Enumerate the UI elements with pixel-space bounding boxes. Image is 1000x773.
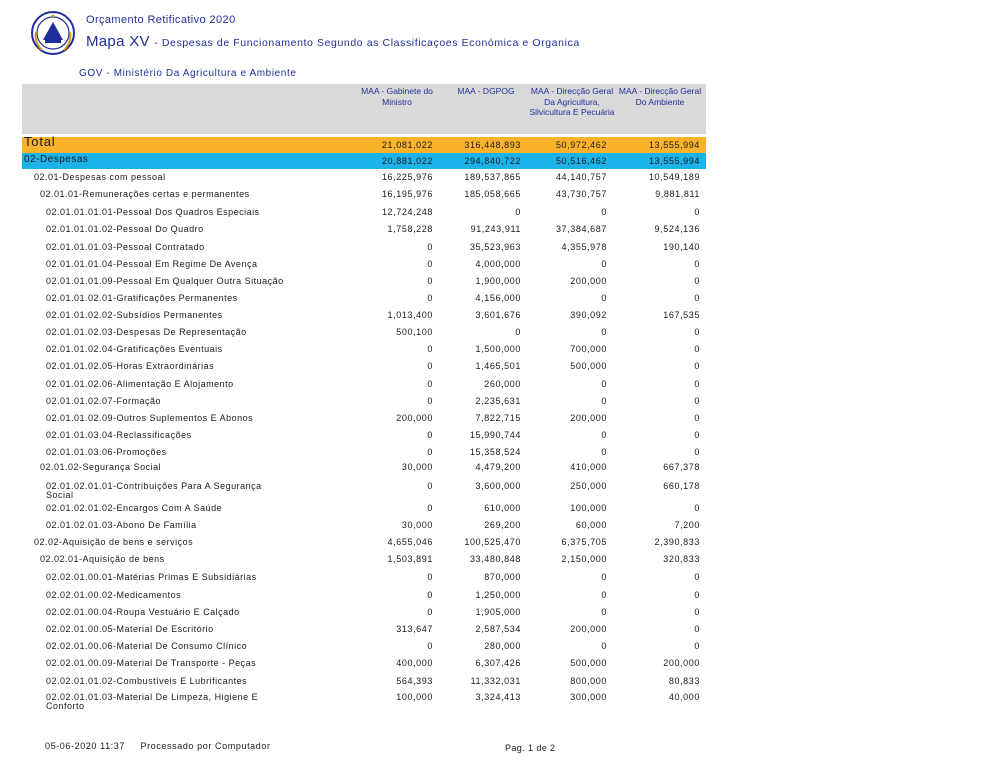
table-row [22, 673, 706, 691]
cell-value: 316,448,893 [464, 140, 521, 150]
cell-value: 0 [427, 379, 433, 389]
cell-value: 294,840,722 [464, 156, 521, 166]
table-row [22, 689, 706, 711]
cell-value: 1,500,000 [475, 344, 521, 354]
cell-value: 1,013,400 [387, 310, 433, 320]
cell-value: 0 [694, 293, 700, 303]
table-row [22, 551, 706, 569]
table-row [22, 290, 706, 308]
cell-value: 313,647 [396, 624, 433, 634]
cell-value: 0 [427, 481, 433, 491]
cell-value: 40,000 [668, 692, 700, 702]
row-label: 02.01.01.02.09-Outros Suplementos E Abonos [46, 413, 254, 423]
row-label: 02.02.01.00.02-Medicamentos [46, 590, 182, 600]
table-row [22, 459, 706, 477]
cell-value: 0 [427, 242, 433, 252]
cell-value: 2,235,631 [475, 396, 521, 406]
table-row [22, 534, 706, 552]
row-label: 02.02.01.01.03-Material De Limpeza, Higiene E [46, 692, 259, 702]
cell-value: 30,000 [401, 462, 433, 472]
row-label: 02.01.01.02.03-Despesas De Representação [46, 327, 247, 337]
table-row [22, 517, 706, 535]
table-row [22, 427, 706, 445]
footer-timestamp: 05-06-2020 11:37 [45, 741, 125, 751]
column-header-dgpog: MAA - DGPOG [457, 86, 515, 96]
cell-value: 20,881,022 [381, 156, 433, 166]
table-row [22, 169, 706, 187]
cell-value: 0 [694, 641, 700, 651]
cell-value: 390,092 [570, 310, 607, 320]
cell-value: 1,503,891 [387, 554, 433, 564]
map-title [86, 33, 580, 51]
cell-value: 200,000 [396, 413, 433, 423]
cell-value: 320,833 [663, 554, 700, 564]
cell-value: 610,000 [484, 503, 521, 513]
cell-value: 4,479,200 [475, 462, 521, 472]
cell-value: 6,307,426 [475, 658, 521, 668]
cell-value: 91,243,911 [470, 224, 521, 234]
cell-value: 0 [694, 379, 700, 389]
cell-value: 167,535 [663, 310, 700, 320]
cell-value: 3,601,676 [475, 310, 521, 320]
table-row [22, 204, 706, 222]
table-row [22, 410, 706, 428]
cell-value: 0 [601, 259, 607, 269]
row-label-continued: Social [46, 490, 74, 500]
cell-value: 50,516,462 [555, 156, 607, 166]
cell-value: 50,972,462 [555, 140, 607, 150]
cell-value: 2,150,000 [561, 554, 607, 564]
row-label: 02.01.01.01.03-Pessoal Contratado [46, 242, 205, 252]
cell-value: 1,905,000 [475, 607, 521, 617]
cell-value: 35,523,963 [469, 242, 521, 252]
cell-value: 0 [427, 396, 433, 406]
cell-value: 100,000 [396, 692, 433, 702]
table-row [22, 307, 706, 325]
cell-value: 0 [694, 276, 700, 286]
row-label: 02.01-Despesas com pessoal [34, 172, 166, 182]
cell-value: 0 [427, 572, 433, 582]
table-row [22, 569, 706, 587]
row-label: 02.01.01.02.01-Gratificações Permanentes [46, 293, 238, 303]
cell-value: 3,600,000 [475, 481, 521, 491]
row-label: 02.02.01.00.04-Roupa Vestuário E Calçado [46, 607, 240, 617]
cell-value: 0 [515, 207, 521, 217]
table-row [22, 604, 706, 622]
cell-value: 0 [427, 344, 433, 354]
cell-value: 0 [694, 572, 700, 582]
cell-value: 0 [694, 503, 700, 513]
cell-value: 0 [694, 430, 700, 440]
row-label: 02.01.01.03.04-Reclassificações [46, 430, 192, 440]
cell-value: 1,250,000 [475, 590, 521, 600]
footer-info [45, 741, 271, 751]
budget-title: Orçamento Retificativo 2020 [86, 14, 236, 26]
cell-value: 500,000 [570, 361, 607, 371]
cell-value: 1,758,228 [387, 224, 433, 234]
row-label: 02.01.01.02.06-Alimentação E Alojamento [46, 379, 234, 389]
cell-value: 0 [694, 327, 700, 337]
cell-value: 0 [427, 276, 433, 286]
cell-value: 269,200 [484, 520, 521, 530]
map-description: - Despesas de Funcionamento Segundo as Classificaçoes Económica e Organica [154, 37, 580, 49]
cell-value: 250,000 [570, 481, 607, 491]
cell-value: 0 [601, 447, 607, 457]
cell-value: 0 [694, 207, 700, 217]
row-label: 02.02.01.00.05-Material De Escritório [46, 624, 214, 634]
cell-value: 100,525,470 [464, 537, 521, 547]
cell-value: 3,324,413 [475, 692, 521, 702]
row-label: 02.02.01.00.06-Material De Consumo Clínico [46, 641, 248, 651]
cell-value: 9,524,136 [654, 224, 700, 234]
table-row [22, 186, 706, 204]
row-label: 02.01.02.01.03-Abono De Família [46, 520, 197, 530]
cell-value: 200,000 [570, 624, 607, 634]
table-row [22, 478, 706, 500]
row-label-continued: Conforto [46, 701, 85, 711]
cell-value: 660,178 [663, 481, 700, 491]
cell-value: 870,000 [484, 572, 521, 582]
table-row [22, 376, 706, 394]
cell-value: 11,332,031 [470, 676, 521, 686]
cell-value: 260,000 [484, 379, 521, 389]
row-label: 02.02.01-Aquisição de bens [40, 554, 165, 564]
cell-value: 4,156,000 [475, 293, 521, 303]
cell-value: 280,000 [484, 641, 521, 651]
cell-value: 4,655,046 [387, 537, 433, 547]
row-label: 02.01.02.01.02-Encargos Com A Saúde [46, 503, 223, 513]
cell-value: 500,000 [570, 658, 607, 668]
cell-value: 0 [601, 379, 607, 389]
row-label: Total [24, 134, 56, 149]
cell-value: 37,384,687 [555, 224, 607, 234]
cell-value: 800,000 [570, 676, 607, 686]
row-label: 02.01.02-Segurança Social [40, 462, 162, 472]
row-label: 02.01.01.02.05-Horas Extraordinárias [46, 361, 215, 371]
cell-value: 0 [427, 430, 433, 440]
cell-value: 80,833 [668, 676, 700, 686]
cell-value: 400,000 [396, 658, 433, 668]
table-row [22, 153, 706, 169]
cell-value: 60,000 [575, 520, 607, 530]
cell-value: 7,200 [674, 520, 700, 530]
cell-value: 0 [427, 503, 433, 513]
cell-value: 2,587,534 [475, 624, 521, 634]
row-label: 02.01.02.01.01-Contribuições Para A Segurança [46, 481, 262, 491]
cell-value: 2,390,833 [654, 537, 700, 547]
table-row [22, 134, 706, 153]
table-row [22, 638, 706, 656]
cell-value: 500,100 [396, 327, 433, 337]
cell-value: 564,393 [396, 676, 433, 686]
row-label: 02.01.01.02.02-Subsídios Permanentes [46, 310, 223, 320]
cell-value: 15,358,524 [469, 447, 521, 457]
coat-of-arms-logo [30, 10, 76, 56]
cell-value: 30,000 [401, 520, 433, 530]
cell-value: 1,465,501 [475, 361, 521, 371]
row-label: 02-Despesas [24, 154, 89, 165]
cell-value: 13,555,994 [648, 156, 700, 166]
cell-value: 0 [427, 447, 433, 457]
table-row [22, 239, 706, 257]
cell-value: 16,225,976 [381, 172, 433, 182]
row-label: 02.01.01.01.01-Pessoal Dos Quadros Especiais [46, 207, 260, 217]
cell-value: 200,000 [663, 658, 700, 668]
row-label: 02.01.01.02.04-Gratificações Eventuais [46, 344, 223, 354]
row-label: 02.02.01.00.01-Matérias Primas E Subsidiárias [46, 572, 257, 582]
cell-value: 0 [427, 259, 433, 269]
row-label: 02.02.01.01.02-Combustíveis E Lubrificantes [46, 676, 248, 686]
cell-value: 0 [694, 413, 700, 423]
cell-value: 0 [694, 447, 700, 457]
cell-value: 410,000 [570, 462, 607, 472]
ministry-name: GOV - Ministério Da Agricultura e Ambiente [79, 68, 297, 79]
cell-value: 13,555,994 [648, 140, 700, 150]
row-label: 02.01.01.02.07-Formação [46, 396, 162, 406]
cell-value: 0 [694, 259, 700, 269]
cell-value: 4,000,000 [475, 259, 521, 269]
table-row [22, 221, 706, 239]
cell-value: 9,881,811 [655, 189, 700, 199]
cell-value: 6,375,705 [561, 537, 607, 547]
cell-value: 0 [601, 641, 607, 651]
cell-value: 33,480,848 [469, 554, 521, 564]
footer-processed: Processado por Computador [140, 741, 271, 751]
cell-value: 15,990,744 [469, 430, 521, 440]
row-label: 02.02.01.00.09-Material De Transporte - Peças [46, 658, 257, 668]
cell-value: 190,140 [663, 242, 700, 252]
cell-value: 0 [694, 607, 700, 617]
cell-value: 0 [515, 327, 521, 337]
cell-value: 0 [601, 572, 607, 582]
cell-value: 16,195,976 [381, 189, 433, 199]
cell-value: 0 [427, 607, 433, 617]
cell-value: 667,378 [663, 462, 700, 472]
row-label: 02.02-Aquisição de bens e serviços [34, 537, 194, 547]
table-row [22, 358, 706, 376]
cell-value: 1,900,000 [475, 276, 521, 286]
cell-value: 4,355,978 [561, 242, 607, 252]
row-label: 02.01.01.03.06-Promoções [46, 447, 167, 457]
cell-value: 0 [694, 344, 700, 354]
cell-value: 0 [694, 590, 700, 600]
cell-value: 100,000 [570, 503, 607, 513]
table-row [22, 621, 706, 639]
cell-value: 189,537,865 [464, 172, 521, 182]
table-row [22, 500, 706, 518]
cell-value: 0 [694, 396, 700, 406]
row-label: 02.01.01.01.09-Pessoal Em Qualquer Outra Situação [46, 276, 284, 286]
cell-value: 700,000 [570, 344, 607, 354]
cell-value: 185,058,665 [464, 189, 521, 199]
table-row [22, 256, 706, 274]
cell-value: 0 [601, 396, 607, 406]
cell-value: 0 [601, 293, 607, 303]
row-label: 02.01.01.01.02-Pessoal Do Quadro [46, 224, 204, 234]
cell-value: 0 [427, 293, 433, 303]
cell-value: 0 [427, 590, 433, 600]
cell-value: 200,000 [570, 276, 607, 286]
cell-value: 43,730,757 [555, 189, 607, 199]
column-header-gabinete: MAA - Gabinete do Ministro [361, 86, 433, 107]
row-label: 02.01.01.01.04-Pessoal Em Regime De Avença [46, 259, 258, 269]
cell-value: 0 [427, 361, 433, 371]
table-row [22, 587, 706, 605]
cell-value: 0 [694, 361, 700, 371]
cell-value: 0 [601, 590, 607, 600]
cell-value: 44,140,757 [555, 172, 607, 182]
cell-value: 0 [601, 430, 607, 440]
cell-value: 12,724,248 [381, 207, 433, 217]
table-row [22, 393, 706, 411]
page-number: Pag. 1 de 2 [505, 743, 556, 753]
cell-value: 0 [427, 641, 433, 651]
cell-value: 0 [601, 607, 607, 617]
cell-value: 10,549,189 [648, 172, 700, 182]
table-row [22, 655, 706, 673]
cell-value: 0 [601, 207, 607, 217]
table-row [22, 341, 706, 359]
cell-value: 0 [601, 327, 607, 337]
map-number: Mapa XV [86, 33, 150, 50]
row-label: 02.01.01-Remunerações certas e permanentes [40, 189, 250, 199]
table-row [22, 273, 706, 291]
column-header-dgasp: MAA - Direcção Geral Da Agricultura, Silvicultura E Pecuária [529, 86, 615, 117]
column-header-dga: MAA - Direcção Geral Do Ambiente [618, 86, 702, 107]
cell-value: 7,822,715 [475, 413, 521, 423]
cell-value: 21,081,022 [381, 140, 433, 150]
table-row [22, 324, 706, 342]
cell-value: 0 [694, 624, 700, 634]
cell-value: 200,000 [570, 413, 607, 423]
cell-value: 300,000 [570, 692, 607, 702]
